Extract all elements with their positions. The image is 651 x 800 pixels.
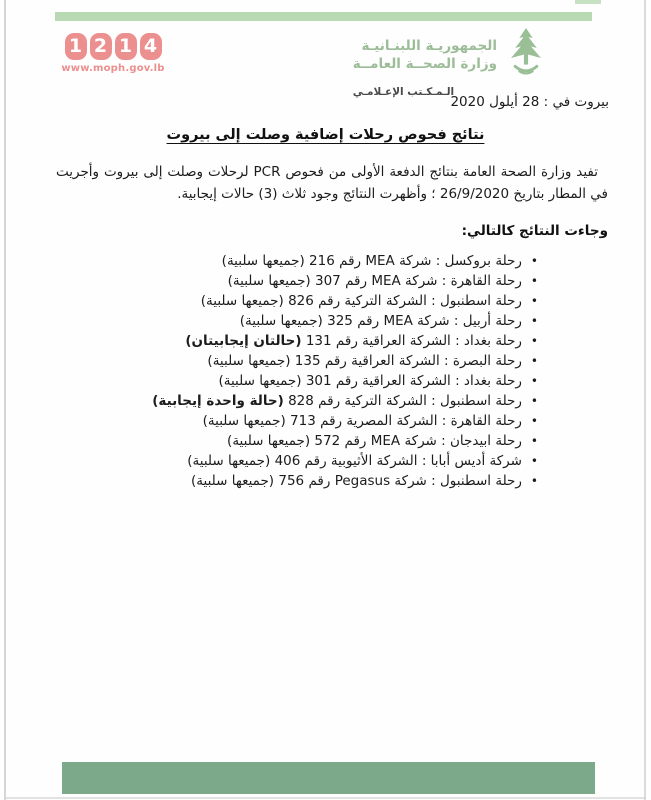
scan-corner-mark <box>575 0 601 4</box>
flight-result-item <box>78 331 538 351</box>
flight-result-text: رحلة أربيل : شركة MEA رقم 325 (جميعها سلبية) <box>239 313 522 329</box>
results-intro-label: وجاءت النتائج كالتالي: <box>461 223 608 239</box>
footer-green-bar <box>62 762 595 794</box>
hotline-website: www.moph.gov.lb <box>61 63 165 74</box>
flight-result-item <box>78 291 538 311</box>
flight-result-item <box>78 451 538 471</box>
hotline-logo <box>58 33 168 74</box>
bullet-icon: • <box>530 334 538 348</box>
bullet-icon: • <box>530 374 538 388</box>
hotline-digit: 2 <box>90 33 112 60</box>
bullet-icon: • <box>530 434 538 448</box>
scan-border-left <box>4 0 6 800</box>
positive-cases-highlight: (حالة واحدة إيجابية) <box>152 393 284 409</box>
flight-result-text: رحلة القاهرة : شركة MEA رقم 307 (جميعها سلبية) <box>227 273 522 289</box>
flight-result-text: رحلة القاهرة : الشركة المصرية رقم 713 (جميعها سلبية) <box>202 413 522 429</box>
document-title: نتائج فحوص رحلات إضافية وصلت إلى بيروت <box>166 127 485 143</box>
flight-result-text: رحلة اسطنبول : الشركة التركية رقم 826 (جميعها سلبية) <box>200 293 522 309</box>
bullet-icon: • <box>530 474 538 488</box>
press-office-label: الـمـكـتب الإعـلامـي <box>352 86 455 98</box>
flight-result-item <box>78 431 538 451</box>
hotline-digit: 1 <box>65 33 87 60</box>
flight-results-list <box>78 251 538 491</box>
hotline-digits <box>58 33 168 60</box>
flight-result-text: رحلة بغداد : الشركة العراقية رقم 131 <box>301 333 522 349</box>
flight-result-text: رحلة ابيدجان : شركة MEA رقم 572 (جميعها سلبية) <box>227 433 522 449</box>
header-green-bar <box>55 12 592 21</box>
date-line: بيروت في : 28 أيلول 2020 <box>450 94 609 110</box>
flight-result-text: رحلة البصرة : الشركة العراقية رقم 135 (جميعها سلبية) <box>207 353 522 369</box>
bullet-icon: • <box>530 414 538 428</box>
bullet-icon: • <box>530 354 538 368</box>
bullet-icon: • <box>530 454 538 468</box>
hotline-digit: 4 <box>140 33 162 60</box>
bullet-icon: • <box>530 294 538 308</box>
hotline-digit: 1 <box>115 33 137 60</box>
bullet-icon: • <box>530 394 538 408</box>
ministry-logo-block <box>353 26 551 98</box>
positive-cases-highlight: (حالتان إيجابيتان) <box>185 333 302 349</box>
bullet-icon: • <box>530 254 538 268</box>
bullet-icon: • <box>530 314 538 328</box>
ministry-name-line1: الجمهوريـة اللبنـانيـة <box>361 38 497 54</box>
intro-paragraph: تفيد وزارة الصحة العامة بنتائج الدفعة الأولى من فحوص PCR لرحلات وصلت إلى بيروت وأجريت في المطار بتاريخ 26/9/2020 ؛ وأظهرت النتائج وجود ثلاث (3) حالات إيجابية. <box>56 164 608 202</box>
flight-result-text: شركة أديس أبابا : الشركة الأثيوبية رقم 406 (جميعها سلبية) <box>187 453 522 469</box>
ministry-name <box>353 37 497 73</box>
flight-result-item <box>78 471 538 491</box>
bullet-icon: • <box>530 274 538 288</box>
cedar-tree-icon <box>501 26 551 84</box>
flight-result-text: رحلة اسطنبول : الشركة التركية رقم 828 <box>283 393 522 409</box>
flight-result-item <box>78 271 538 291</box>
flight-result-item <box>78 371 538 391</box>
flight-result-item <box>78 351 538 371</box>
scan-border-bottom <box>6 797 646 799</box>
flight-result-text: رحلة بروكسل : شركة MEA رقم 216 (جميعها سلبية) <box>221 253 522 269</box>
flight-result-item <box>78 391 538 411</box>
scan-border-right <box>644 0 646 800</box>
flight-result-item <box>78 311 538 331</box>
flight-result-item <box>78 251 538 271</box>
ministry-name-line2: وزارة الصحــة العامــة <box>352 56 497 72</box>
flight-result-text: رحلة اسطنبول : شركة Pegasus رقم 756 (جميعها سلبية) <box>191 473 522 489</box>
flight-result-text: رحلة بغداد : الشركة العراقية رقم 301 (جميعها سلبية) <box>218 373 522 389</box>
flight-result-item <box>78 411 538 431</box>
